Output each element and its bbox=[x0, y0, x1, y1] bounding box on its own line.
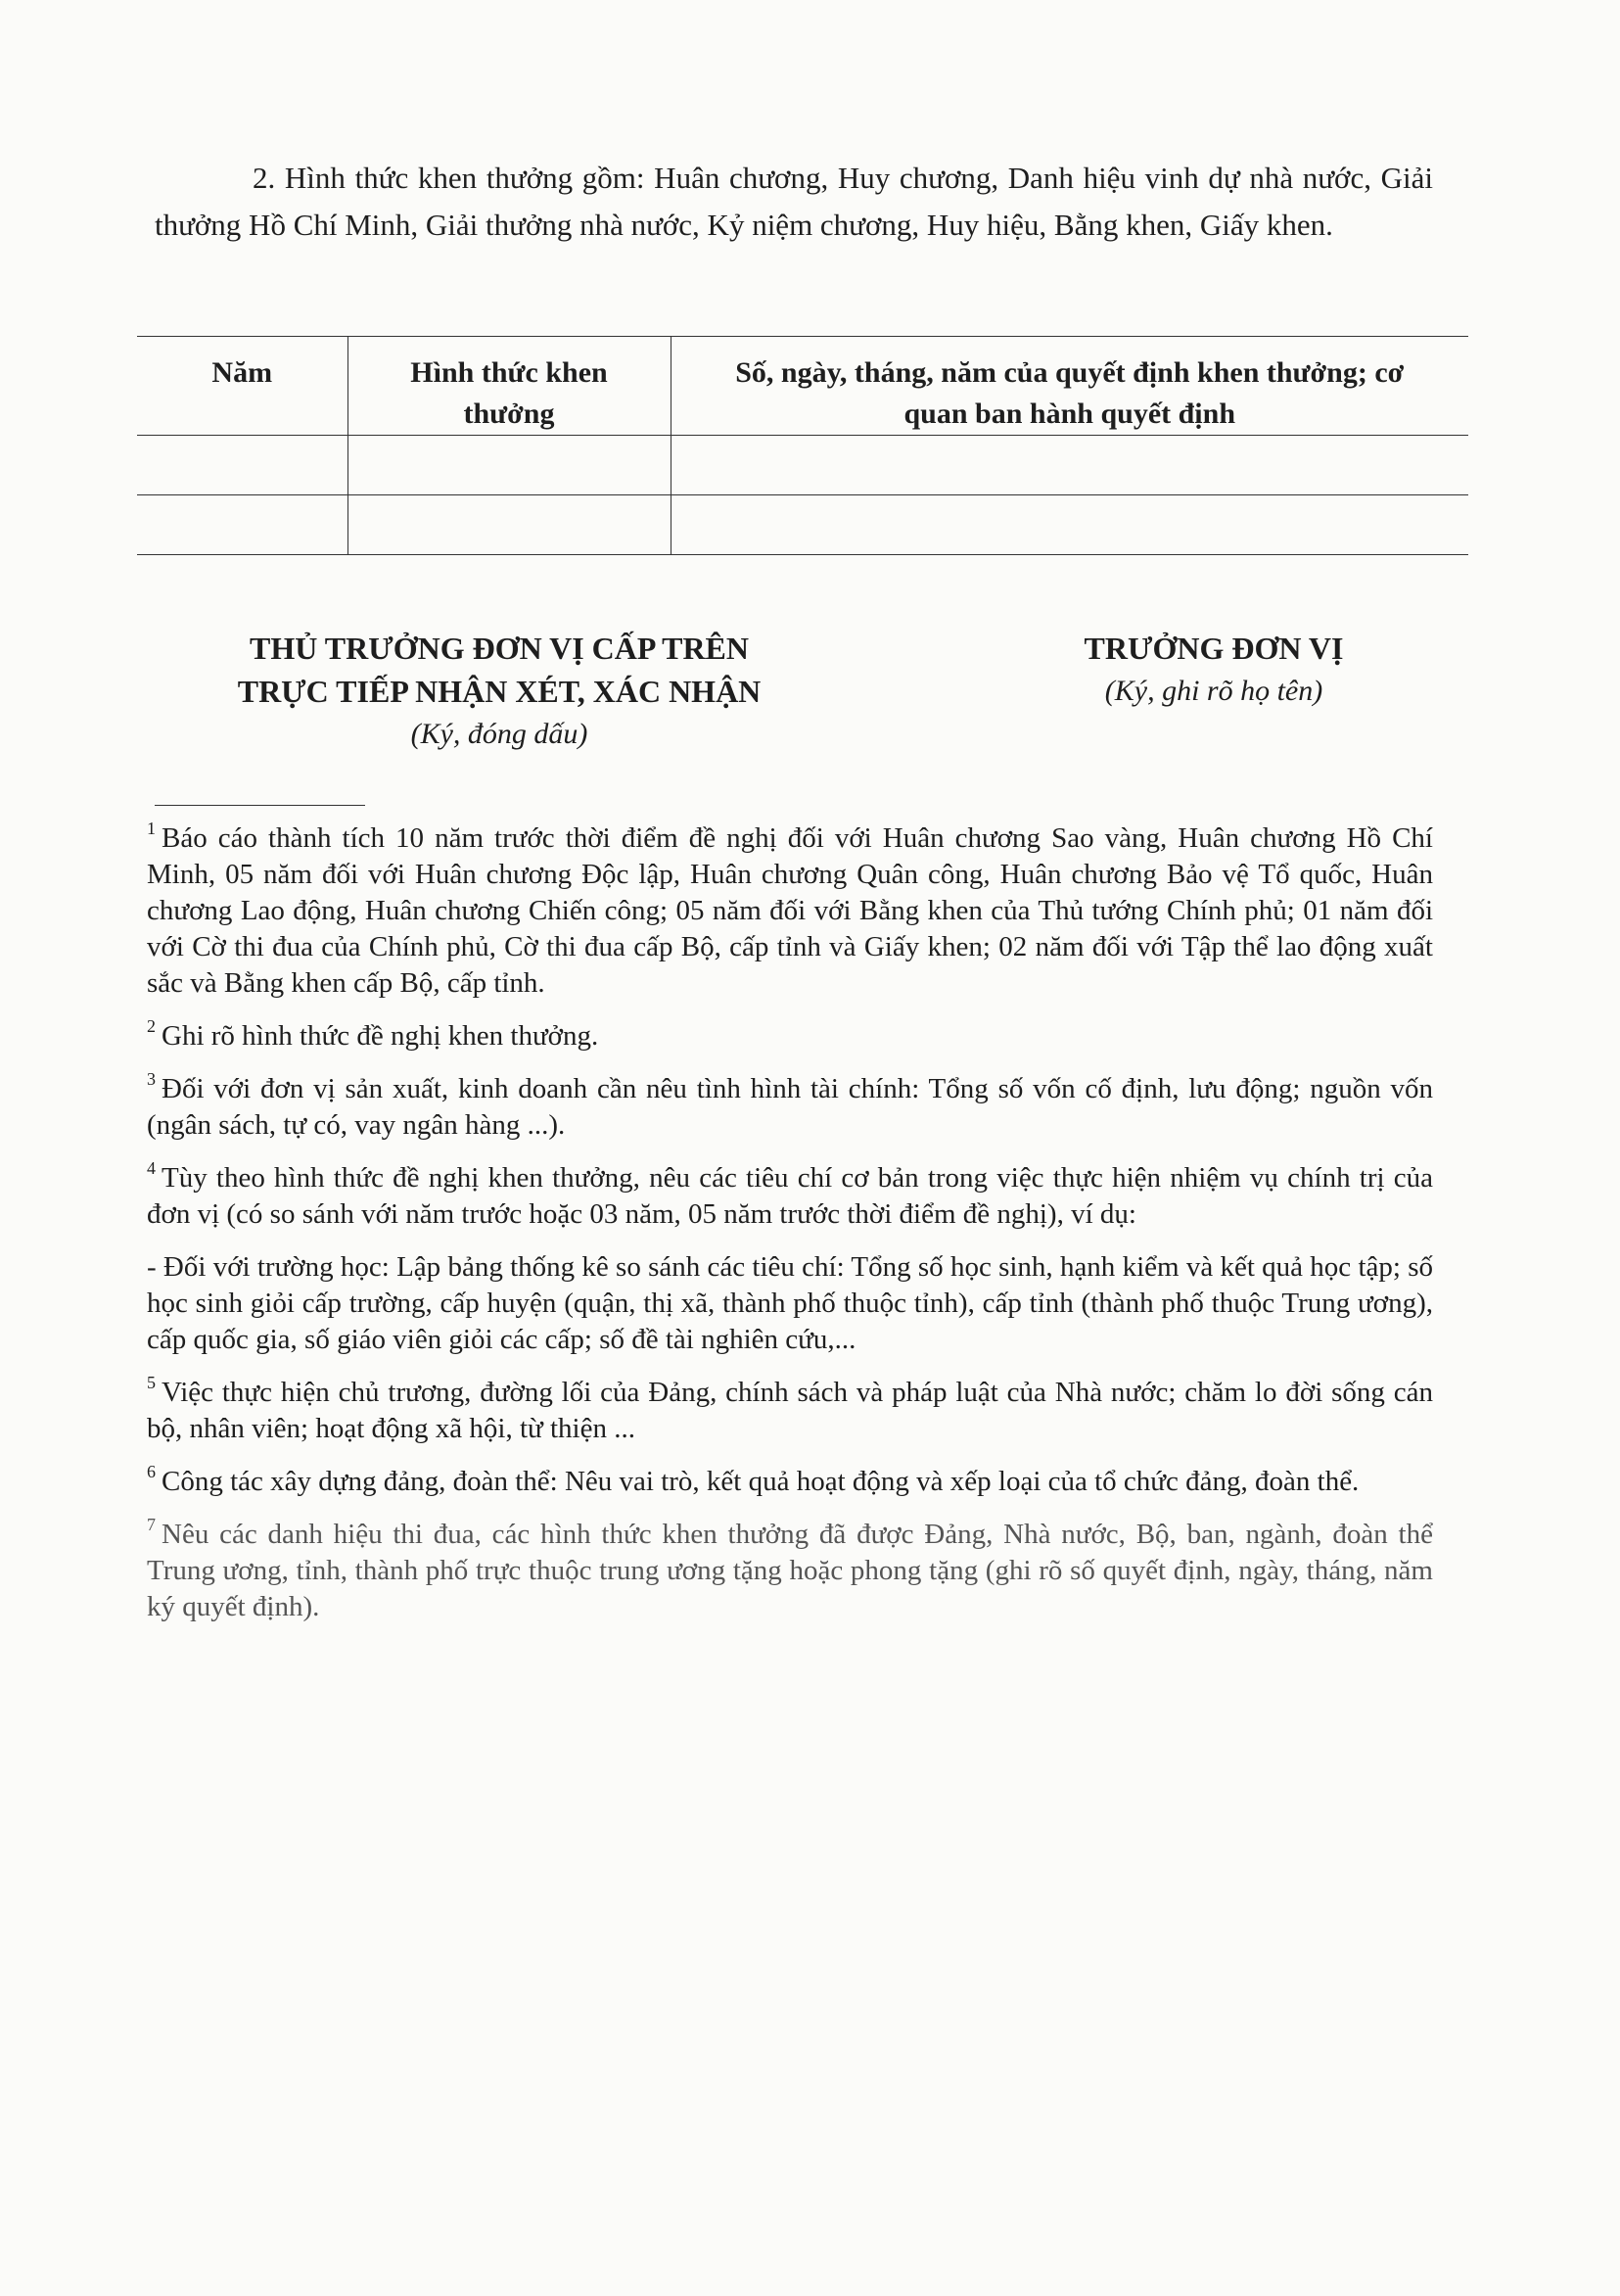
footnote-text: Đối với đơn vị sản xuất, kinh doanh cần nêu tình hình tài chính: Tổng số vốn cố định, lưu động; nguồn vốn (ngân sách, tự có, vay ngân hàng ...). bbox=[147, 1073, 1433, 1141]
footnote-text: Nêu các danh hiệu thi đua, các hình thức khen thưởng đã được Đảng, Nhà nước, Bộ, ban, ngành, đoàn thể Trung ương, tỉnh, thành phố trực thuộc trung ương tặng hoặc phong tặng (ghi rõ số quyết định, ngày, tháng, năm ký quyết định). bbox=[147, 1519, 1433, 1622]
footnote-6 bbox=[147, 1464, 1433, 1500]
header-year: Năm bbox=[137, 337, 347, 436]
header-decision: Số, ngày, tháng, năm của quyết định khen thưởng; cơ quan ban hành quyết định bbox=[671, 337, 1468, 436]
header-award-form: Hình thức khen thưởng bbox=[347, 337, 671, 436]
superior-head-sign-note: (Ký, đóng dấu) bbox=[410, 718, 588, 750]
unit-head-sign-note: (Ký, ghi rõ họ tên) bbox=[1104, 675, 1323, 707]
footnote-number: 2 bbox=[147, 1016, 156, 1037]
table-cell-year bbox=[137, 495, 347, 555]
footnote-number: 5 bbox=[147, 1373, 156, 1393]
footnote-4-example bbox=[147, 1249, 1433, 1358]
footnote-7 bbox=[147, 1517, 1433, 1625]
award-forms-paragraph: 2. Hình thức khen thưởng gồm: Huân chương, Huy chương, Danh hiệu vinh dự nhà nước, Giải thưởng Hồ Chí Minh, Giải thưởng nhà nước, Kỷ niệm chương, Huy hiệu, Bằng khen, Giấy khen. bbox=[155, 161, 1433, 242]
footnote-text: Tùy theo hình thức đề nghị khen thưởng, nêu các tiêu chí cơ bản trong việc thực hiện nhiệm vụ chính trị của đơn vị (có so sánh với năm trước hoặc 03 năm, 05 năm trước thời điểm đề nghị), ví dụ: bbox=[147, 1162, 1433, 1230]
footnote-4 bbox=[147, 1160, 1433, 1233]
footnote-text: Báo cáo thành tích 10 năm trước thời điểm đề nghị đối với Huân chương Sao vàng, Huân chương Hồ Chí Minh, 05 năm đối với Huân chương Độc lập, Huân chương Quân công, Huân chương Bảo vệ Tổ quốc, Huân chương Lao động, Huân chương Chiến công; 05 năm đối với Bằng khen của Thủ tướng Chính phủ; 01 năm đối với Cờ thi đua của Chính phủ, Cờ thi đua cấp Bộ, cấp tỉnh và Giấy khen; 02 năm đối với Tập thể lao động xuất sắc và Bằng khen cấp Bộ, cấp tỉnh. bbox=[147, 822, 1433, 999]
table-cell-award-form bbox=[347, 436, 671, 495]
awards-table bbox=[137, 336, 1468, 555]
superior-head-signature-block bbox=[196, 627, 803, 756]
table-header-row bbox=[137, 337, 1468, 436]
table-cell-decision bbox=[671, 436, 1468, 495]
superior-head-title-line2: TRỰC TIẾP NHẬN XÉT, XÁC NHẬN bbox=[237, 674, 762, 709]
footnote-text: Công tác xây dựng đảng, đoàn thể: Nêu vai trò, kết quả hoạt động và xếp loại của tổ chức đảng, đoàn thể. bbox=[162, 1466, 1360, 1497]
table-cell-award-form bbox=[347, 495, 671, 555]
footnote-separator bbox=[155, 805, 365, 806]
footnotes-section bbox=[147, 820, 1433, 1642]
footnote-number: 4 bbox=[147, 1158, 156, 1179]
footnote-number: 1 bbox=[147, 819, 156, 839]
unit-head-title: TRƯỞNG ĐƠN VỊ bbox=[1084, 631, 1344, 666]
footnote-5 bbox=[147, 1375, 1433, 1447]
table-row bbox=[137, 436, 1468, 495]
footnote-number: 3 bbox=[147, 1069, 156, 1090]
footnote-text: Ghi rõ hình thức đề nghị khen thưởng. bbox=[162, 1020, 599, 1052]
table-row bbox=[137, 495, 1468, 555]
footnote-1 bbox=[147, 820, 1433, 1002]
table-cell-year bbox=[137, 436, 347, 495]
footnote-text: - Đối với trường học: Lập bảng thống kê so sánh các tiêu chí: Tổng số học sinh, hạnh kiểm và kết quả học tập; số học sinh giỏi cấp trường, cấp huyện (quận, thị xã, thành phố thuộc tỉnh), cấp tỉnh (thành phố thuộc Trung ương), cấp quốc gia, số giáo viên giỏi các cấp; số đề tài nghiên cứu,... bbox=[147, 1251, 1433, 1355]
footnote-3 bbox=[147, 1071, 1433, 1144]
unit-head-signature-block bbox=[1008, 627, 1419, 713]
footnote-number: 7 bbox=[147, 1515, 156, 1535]
footnote-2 bbox=[147, 1018, 1433, 1054]
footnote-text: Việc thực hiện chủ trương, đường lối của Đảng, chính sách và pháp luật của Nhà nước; chăm lo đời sống cán bộ, nhân viên; hoạt động xã hội, từ thiện ... bbox=[147, 1377, 1433, 1444]
footnote-number: 6 bbox=[147, 1462, 156, 1482]
table-cell-decision bbox=[671, 495, 1468, 555]
superior-head-title-line1: THỦ TRƯỞNG ĐƠN VỊ CẤP TRÊN bbox=[250, 631, 749, 666]
